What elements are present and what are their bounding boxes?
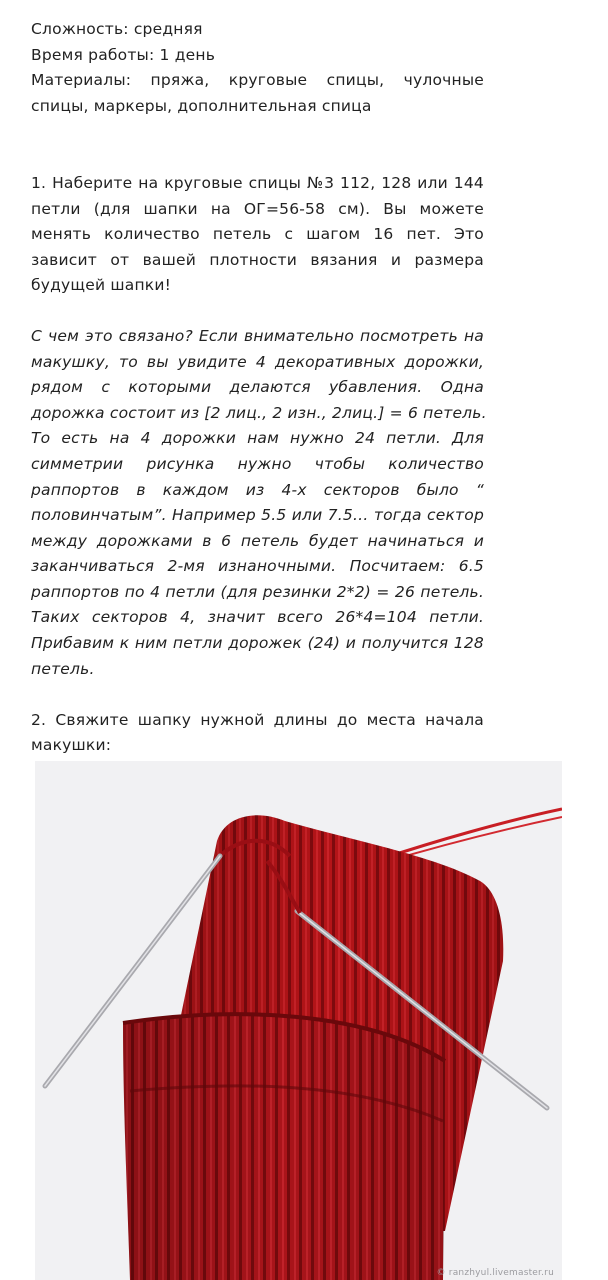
explanation-line: дорожка состоит из [2 лиц., 2 изн., 2лиц.] = 6 петель. <box>31 404 487 422</box>
explanation-line: раппортов по 4 петли (для резинки 2*2) = 26 петель. <box>31 583 484 601</box>
explanation-line: Таких секторов 4, значит всего 26*4=104 петли. <box>31 608 484 626</box>
explanation-line: То есть на 4 дорожки нам нужно 24 петли. Для <box>31 429 484 447</box>
knitted-hat-photo <box>35 761 562 1280</box>
step1-line: петли (для шапки на ОГ=56-58 см). Вы можете <box>31 200 484 218</box>
explanation-line: раппортов в каждом из 4-х секторов было “ <box>31 481 484 499</box>
step1-line: зависит от вашей плотности вязания и размера <box>31 251 484 269</box>
explanation-line: симметрии рисунка нужно чтобы количество <box>31 455 484 473</box>
materials-line: спицы, маркеры, дополнительная спица <box>31 97 372 115</box>
step1-line: менять количество петель с шагом 16 пет. Это <box>31 225 484 243</box>
explanation-line: петель. <box>31 660 95 678</box>
difficulty-text: Сложность: средняя <box>31 20 203 38</box>
step1-line: 1. Наберите на круговые спицы №3 112, 128 или 144 <box>31 174 484 192</box>
explanation-line: С чем это связано? Если внимательно посмотреть на <box>31 327 484 345</box>
step2-line: макушки: <box>31 736 112 754</box>
step1-line: будущей шапки! <box>31 276 172 294</box>
explanation-line: Прибавим к ним петли дорожек (24) и получится 128 <box>31 634 484 652</box>
explanation-line: половинчатым”. Например 5.5 или 7.5… тогда сектор <box>31 506 484 524</box>
step2-line: 2. Свяжите шапку нужной длины до места начала <box>31 711 484 729</box>
time-text: Время работы: 1 день <box>31 46 216 64</box>
explanation-line: макушку, то вы увидите 4 декоративных дорожки, <box>31 353 484 371</box>
explanation-line: заканчиваться 2-мя изнаночными. Посчитаем: 6.5 <box>31 557 484 575</box>
materials-line: Материалы: пряжа, круговые спицы, чулочные <box>31 71 484 89</box>
explanation-line: между дорожками в 6 петель будет начинаться и <box>31 532 484 550</box>
explanation-line: рядом с которыми делаются убавления. Одна <box>31 378 484 396</box>
photo-watermark: © ranzhyul.livemaster.ru <box>436 1268 554 1278</box>
knitted-hat-illustration <box>35 761 562 1280</box>
